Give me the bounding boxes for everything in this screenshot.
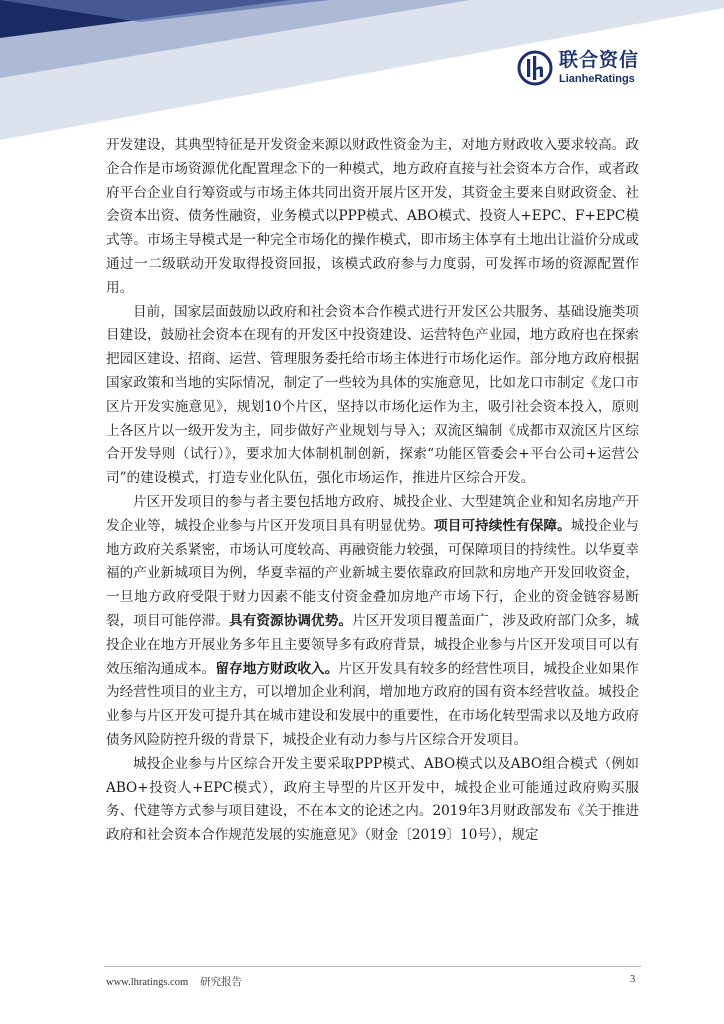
document-body [106,134,639,848]
paragraph-text: 目前，国家层面鼓励以政府和社会资本合作模式进行开发区公共服务、基础设施类项目建设，鼓励社会资本在现有的开发区中投资建设、运营特色产业园，地方政府也在探索把园区建设、招商、运营、管理服务委托给市场主体进行市场化运作。部分地方政府根据国家政策和当地的实际情况，制定了一些较为具体的实施意见，比如龙口市制定《龙口市区片开发实施意见》，规划10个片区，坚持以市场化运作为主，吸引社会资本投入，原则上各区片以一级开发为主，同步做好产业规划与导入；双流区编制《成都市双流区片区综合开发导则（试行）》，要求加大体制机制创新，探索“功能区管委会+平台公司+运营公司”的建设模式，打造专业化队伍，强化市场运作，推进片区综合开发。 [106,303,639,487]
bold-heading-text: 项目可持续性有保障。 [434,517,571,534]
company-logo [517,50,639,86]
body-paragraph [106,491,639,753]
body-paragraph [106,753,639,848]
body-paragraph [106,301,639,491]
paragraph-text: 开发建设，其典型特征是开发资金来源以财政性资金为主，对地方财政收入要求较高。政企合作是市场资源优化配置理念下的一种模式，地方政府直接与社会资本方合作，或者政府平台企业自行筹资或与市场主体共同出资开展片区开发，其资金主要来自财政资金、社会资本出资、债务性融资，业务模式以PPP模式、ABO模式、投资人+EPC、F+EPC模式等。市场主导模式是一种完全市场化的操作模式，即市场主体享有土地出让溢价分成或通过一二级联动开发取得投资回报，该模式政府参与力度弱，可发挥市场的资源配置作用。 [106,137,639,296]
bold-heading-text: 留存地方财政收入。 [215,660,339,677]
bold-heading-text: 具有资源协调优势。 [229,612,353,629]
logo-chinese-name: 联合资信 [559,49,640,71]
body-paragraph [106,134,639,301]
paragraph-text: 片区开发项目覆盖面广，涉及政府部门众多，城投企业在地方开展业务多年且主要领导多有政府背景，城投企业参与片区开发项目可以有效压缩沟通成本。 [106,612,640,677]
footer-divider [104,966,641,967]
paragraph-text: 片区开发具有较多的经营性项目，城投企业如果作为经营性项目的业主方，可以增加企业利润，增加地方政府的国有资本经营收益。城投企业参与片区开发可提升其在城市建设和发展中的重要性，在市场化转型需求以及地方政府债务风险防控升级的背景下，城投企业有动力参与片区综合开发项目。 [106,660,640,748]
paragraph-text: 城投企业与地方政府关系紧密，市场认可度较高、再融资能力较强，可保障项目的持续性。以华夏幸福的产业新城项目为例，华夏幸福的产业新城主要依靠政府回款和房地产开发回收资金，一旦地方政府受限于财力因素不能支付资金叠加房地产市场下行，企业的资金链容易断裂，项目可能停滞。 [106,517,640,629]
footer-report-type: 研究报告 [200,977,243,988]
paragraph-text: 片区开发项目的参与者主要包括地方政府、城投企业、大型建筑企业和知名房地产开发企业等，城投企业参与片区开发项目具有明显优势。 [106,493,639,534]
footer-info [106,974,242,989]
paragraph-text: 城投企业参与片区综合开发主要采取PPP模式、ABO模式以及ABO组合模式（例如ABO+投资人+EPC模式），政府主导型的片区开发中，城投企业可能通过政府购买服务、代建等方式参与项目建设，不在本文的论述之内。2019年3月财政部发布《关于推进政府和社会资本合作规范发展的实施意见》（财金〔2019〕10号），规定 [106,755,639,844]
logo-english-name: LianheRatings [559,73,635,85]
lianhe-logo-icon [517,50,553,86]
page-number: 3 [630,974,636,985]
footer-website: www.lhratings.com [106,977,189,988]
